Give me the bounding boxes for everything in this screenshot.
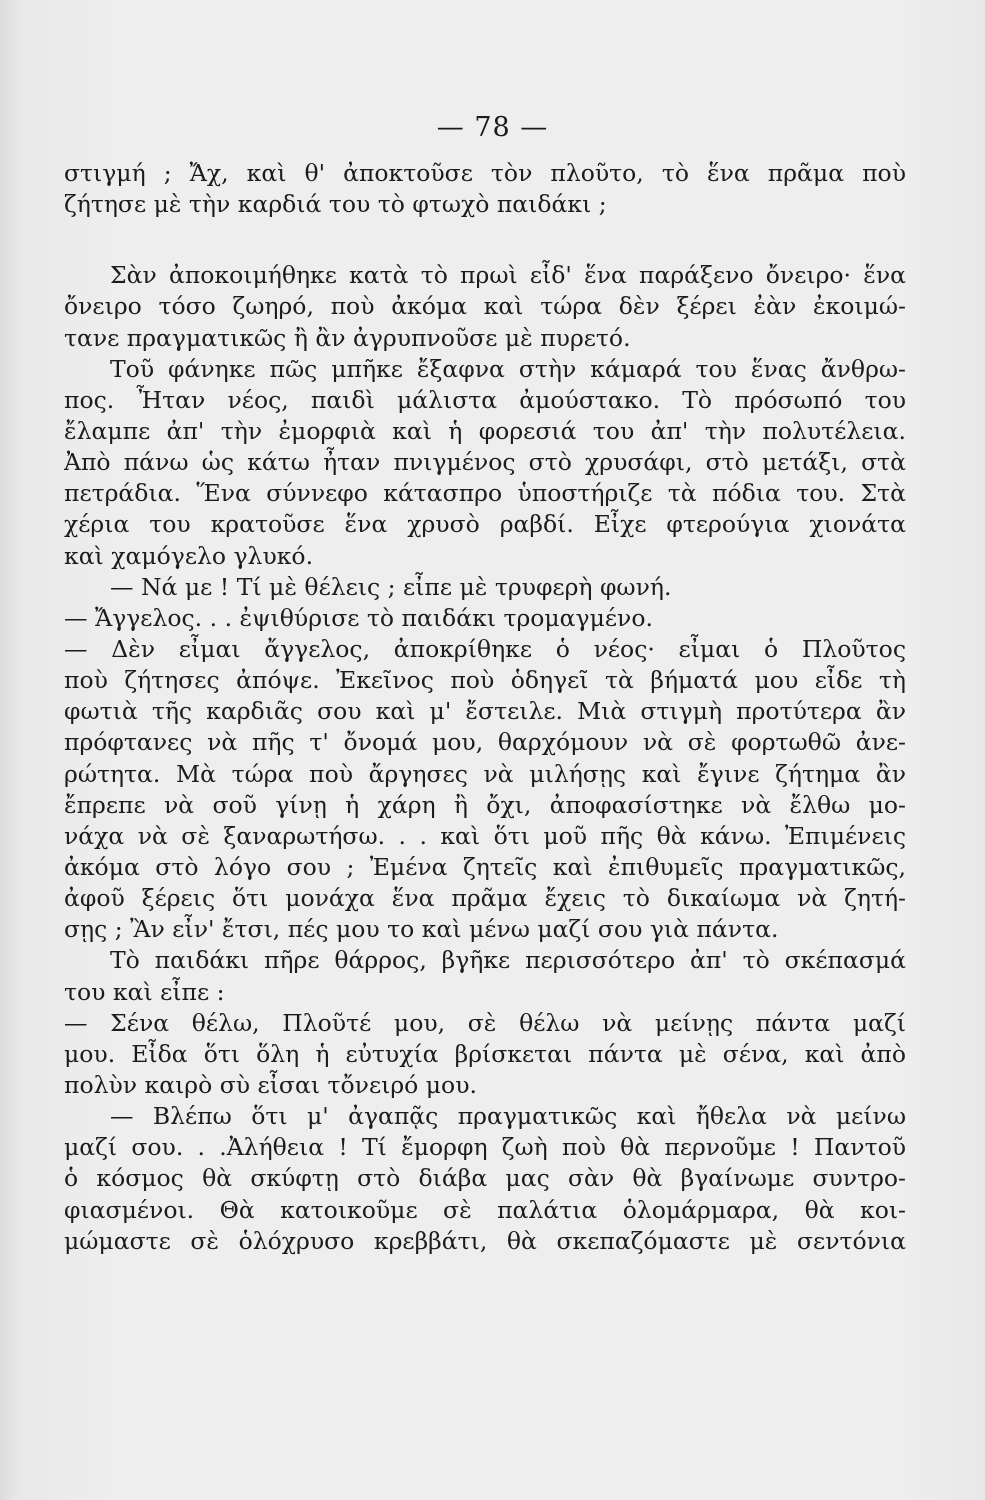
text-line: καὶ χαμόγελο γλυκό. — [64, 541, 314, 570]
text-line: του καὶ εἶπε : — [64, 977, 225, 1006]
text-line: ἔπρεπε νὰ σοῦ γίνῃ ἡ χάρη ἢ ὄχι, ἀποφασίστηκε νὰ ἔλθω μο- — [64, 790, 906, 819]
text-line: ποὺ ζήτησες ἀπόψε. Ἐκεῖνος ποὺ ὁδηγεῖ τὰ βήματά μου εἶδε τὴ — [64, 666, 906, 695]
text-line: στιγμή ; Ἄχ, καὶ θ' ἀποκτοῦσε τὸν πλοῦτο, τὸ ἕνα πρᾶμα ποὺ — [64, 159, 906, 187]
paragraph — [64, 354, 906, 572]
text-line: νάχα νὰ σὲ ξαναρωτήσω. . . καὶ ὅτι μοῦ πῆς θὰ κάνω. Ἐπιμένεις — [64, 821, 906, 850]
text-line: ρώτητα. Μὰ τώρα ποὺ ἄργησες νὰ μιλήσῃς καὶ ἔγινε ζήτημα ἂν — [64, 759, 906, 788]
paragraph — [64, 572, 906, 603]
text-line: πολὺν καιρὸ σὺ εἶσαι τὄνειρό μου. — [64, 1070, 477, 1099]
text-line: μαζί σου. . .Ἀλήθεια ! Τί ἔμορφη ζωὴ ποὺ θὰ περνοῦμε ! Παντοῦ — [64, 1133, 906, 1162]
text-line: Ἀπὸ πάνω ὡς κάτω ἦταν πνιγμένος στὸ χρυσάφι, στὸ μετάξι, στὰ — [64, 448, 906, 477]
text-line: ὁ κόσμος θὰ σκύφτῃ στὸ διάβα μας σὰν θὰ βγαίνωμε συντρο- — [64, 1164, 906, 1193]
paragraph-spacer — [64, 220, 906, 260]
paragraph — [64, 1101, 906, 1257]
text-line: ζήτησε μὲ τὴν καρδιά του τὸ φτωχὸ παιδάκι ; — [64, 190, 607, 219]
text-line: πος. Ἦταν νέος, παιδὶ μάλιστα ἀμούστακο. Τὸ πρόσωπό του — [64, 385, 906, 414]
text-line: πετράδια. Ἕνα σύννεφο κάτασπρο ὑποστήριζε τὰ πόδια του. Στὰ — [64, 479, 906, 508]
text-line: φωτιὰ τῆς καρδιᾶς σου καὶ μ' ἔστειλε. Μιὰ στιγμὴ προτύτερα ἂν — [64, 697, 906, 726]
text-line: μου. Εἶδα ὅτι ὅλη ἡ εὐτυχία βρίσκεται πάντα μὲ σένα, καὶ ἀπὸ — [64, 1039, 906, 1068]
text-line: — Νά με ! Τί μὲ θέλεις ; εἶπε μὲ τρυφερὴ φωνή. — [110, 572, 672, 601]
text-line: ὄνειρο τόσο ζωηρό, ποὺ ἀκόμα καὶ τώρα δὲν ξέρει ἐὰν ἐκοιμώ- — [64, 292, 906, 321]
paragraph — [64, 945, 906, 1007]
text-line: Τοῦ φάνηκε πῶς μπῆκε ἔξαφνα στὴν κάμαρά του ἕνας ἄνθρω- — [110, 354, 906, 383]
text-line: φιασμένοι. Θὰ κατοικοῦμε σὲ παλάτια ὁλομάρμαρα, θὰ κοι- — [64, 1195, 906, 1224]
paragraph — [64, 603, 906, 634]
text-line: σῃς ; Ἂν εἶν' ἔτσι, πές μου το καὶ μένω μαζί σου γιὰ πάντα. — [64, 915, 779, 944]
text-line: Σὰν ἀποκοιμήθηκε κατὰ τὸ πρωὶ εἶδ' ἕνα παράξενο ὄνειρο· ἕνα — [110, 261, 906, 290]
text-line: — Βλέπω ὅτι μ' ἀγαπᾷς πραγματικῶς καὶ ἤθελα νὰ μείνω — [110, 1102, 906, 1131]
text-line: ἀφοῦ ξέρεις ὅτι μονάχα ἕνα πρᾶμα ἔχεις τὸ δικαίωμα νὰ ζητή- — [64, 884, 906, 913]
page-number: — 78 — — [436, 112, 549, 143]
body-text — [64, 158, 906, 1257]
text-line: χέρια του κρατοῦσε ἕνα χρυσὸ ραβδί. Εἶχε φτερούγια χιονάτα — [64, 510, 906, 539]
text-line: ἔλαμπε ἀπ' τὴν ἐμορφιὰ καὶ ἡ φορεσιά του ἀπ' τὴν πολυτέλεια. — [64, 416, 906, 445]
text-line: Τὸ παιδάκι πῆρε θάρρος, βγῆκε περισσότερο ἀπ' τὸ σκέπασμά — [110, 946, 906, 975]
text-line: — Δὲν εἶμαι ἄγγελος, ἀποκρίθηκε ὁ νέος· εἶμαι ὁ Πλοῦτος — [64, 634, 906, 663]
text-line: — Σένα θέλω, Πλοῦτέ μου, σὲ θέλω νὰ μείνῃς πάντα μαζί — [64, 1008, 906, 1037]
text-line: μώμαστε σὲ ὁλόχρυσο κρεββάτι, θὰ σκεπαζόμαστε μὲ σεντόνια — [64, 1226, 906, 1255]
text-line: — Ἄγγελος. . . ἐψιθύρισε τὸ παιδάκι τρομαγμένο. — [64, 603, 653, 632]
paragraph — [64, 260, 906, 353]
paragraph — [64, 158, 906, 220]
text-line: τανε πραγματικῶς ἢ ἂν ἀγρυπνοῦσε μὲ πυρετό. — [64, 323, 631, 352]
text-line: πρόφτανες νὰ πῆς τ' ὄνομά μου, θαρχόμουν νὰ σὲ φορτωθῶ ἀνε- — [64, 728, 906, 757]
paragraph — [64, 1008, 906, 1101]
paragraph — [64, 634, 906, 945]
text-line: ἀκόμα στὸ λόγο σου ; Ἐμένα ζητεῖς καὶ ἐπιθυμεῖς πραγματικῶς, — [64, 852, 906, 881]
